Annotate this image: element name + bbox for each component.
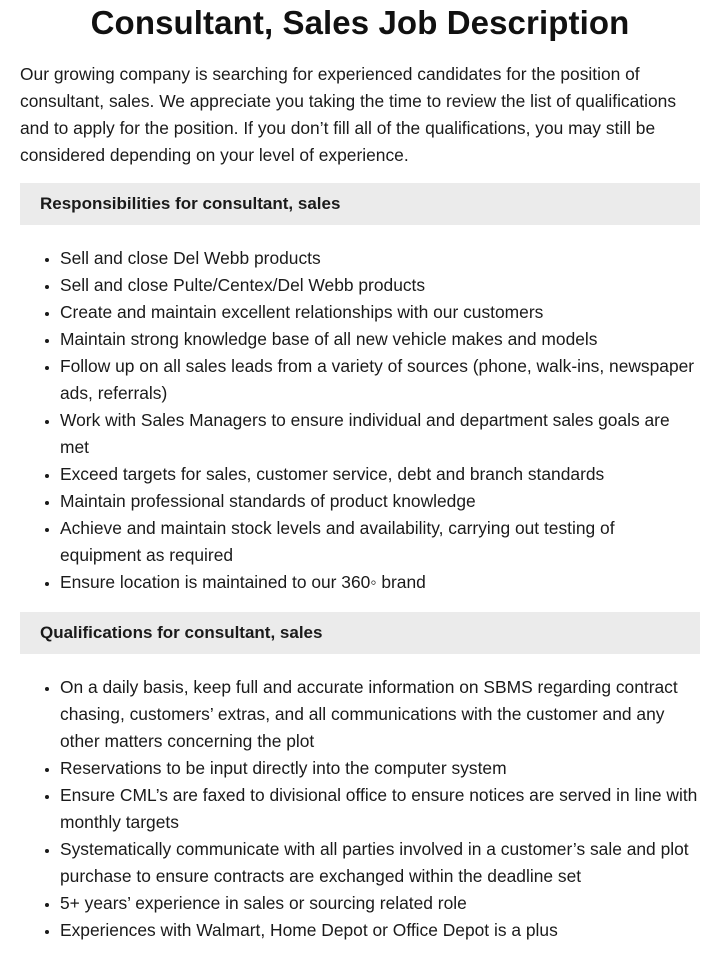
list-item: • On a daily basis, keep full and accurate information on SBMS regarding contract chasing, customers’ extras, and all communications with the customer and any other matters concerning the plot — [60, 674, 700, 755]
list-item: • Achieve and maintain stock levels and availability, carrying out testing of equipment as required — [60, 515, 700, 569]
qualifications-heading: Qualifications for consultant, sales — [20, 612, 700, 654]
list-item: • Systematically communicate with all parties involved in a customer’s sale and plot purchase to ensure contracts are exchanged within the deadline set — [60, 836, 700, 890]
list-item: • Create and maintain excellent relationships with our customers — [60, 299, 700, 326]
list-item: • Ensure location is maintained to our 360◦ brand — [60, 569, 700, 596]
responsibilities-list — [20, 245, 700, 596]
list-item: • Reservations to be input directly into the computer system — [60, 755, 700, 782]
responsibilities-heading: Responsibilities for consultant, sales — [20, 183, 700, 225]
page-title: Consultant, Sales Job Description — [90, 4, 630, 41]
list-item: • Experiences with Walmart, Home Depot or Office Depot is a plus — [60, 917, 700, 944]
list-item: • 5+ years’ experience in sales or sourcing related role — [60, 890, 700, 917]
list-item: • Maintain strong knowledge base of all new vehicle makes and models — [60, 326, 700, 353]
list-item: • Sell and close Pulte/Centex/Del Webb products — [60, 272, 700, 299]
list-item: • Work with Sales Managers to ensure individual and department sales goals are met — [60, 407, 700, 461]
list-item: • Maintain professional standards of product knowledge — [60, 488, 700, 515]
list-item: • Ensure CML’s are faxed to divisional office to ensure notices are served in line with monthly targets — [60, 782, 700, 836]
list-item: • Sell and close Del Webb products — [60, 245, 700, 272]
list-item: • Follow up on all sales leads from a variety of sources (phone, walk-ins, newspaper ads, referrals) — [60, 353, 700, 407]
qualifications-list — [20, 674, 700, 944]
intro-paragraph: Our growing company is searching for experienced candidates for the position of consultant, sales. We appreciate you taking the time to review the list of qualifications and to apply for the position. If you don’t fill all of the qualifications, you may still be considered depending on your level of experience. — [20, 64, 677, 165]
list-item: • Exceed targets for sales, customer service, debt and branch standards — [60, 461, 700, 488]
